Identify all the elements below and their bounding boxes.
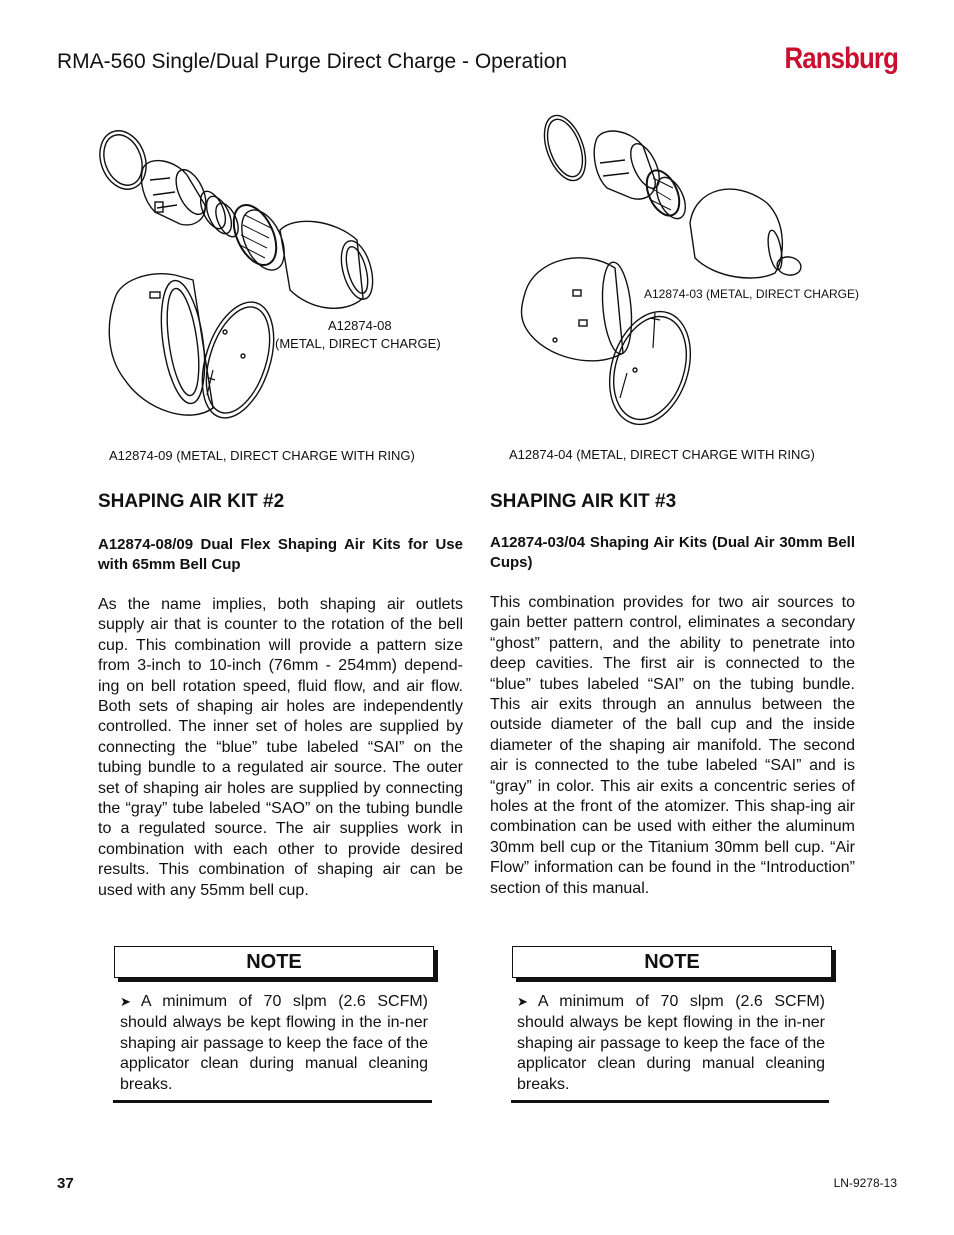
left-note-body: A minimum of 70 slpm (2.6 SCFM) should always be kept flowing in the in-ner shaping air passage to keep the face of the applicator clean during manual cleaning breaks. <box>120 993 428 1093</box>
left-note-text <box>120 992 428 1095</box>
right-note-title: NOTE <box>512 946 832 978</box>
left-body-text: As the name implies, both shaping air outlets supply air that is counter to the rotation of the bell cup. This combination will provide a pattern size from 3-inch to 10-inch (76mm - 254mm) depend-ing on bell rotation speed, fluid flow, and air flow. Both sets of shaping air holes are independently controlled. The inner set of holes are supplied by connecting the “blue” tube labeled “SAI” on the tubing bundle to a regulated air source. The outer set of shaping air holes are supplied by connecting the “gray” tube labeled “SAO” on the tubing bundle to a regulated source. The air supplies work in combination with each other to provide desired results. This combination of shaping air can be used with any 55mm bell cup. <box>98 596 463 899</box>
bullet-arrow-icon: ➤ <box>120 995 131 1010</box>
right-note-text <box>517 992 825 1095</box>
left-figure-caption-09: A12874-09 (METAL, DIRECT CHARGE WITH RING) <box>109 448 415 463</box>
left-figure-label-08-line2: (METAL, DIRECT CHARGE) <box>275 336 441 351</box>
left-note-title: NOTE <box>114 946 434 978</box>
left-subheading: A12874-08/09 Dual Flex Shaping Air Kits for Use with 65mm Bell Cup <box>98 536 463 573</box>
right-heading: SHAPING AIR KIT #3 <box>490 491 677 512</box>
right-body-text: This combination provides for two air sources to gain better pattern control, eliminates a secondary “ghost” pattern, and the ability to penetrate into deep cavities. The first air is connected to the “blue” tubes labeled “SAI” on the tubing bundle. This air exits through an annulus between the outside diameter of the ball cup and the inside diameter of the shaping air manifold. The second air is connected to the tube labeled “SAI” and is “gray” in color. This air exits a concentric series of holes at the front of the atomizer. This shap-ing air combination can be used with either the aluminum 30mm bell cup or the Titanium 30mm bell cup. “Air Flow” information can be found in the “Introduction” section of this manual. <box>490 594 855 897</box>
document-id: LN-9278-13 <box>833 1176 897 1190</box>
left-figure-label-08-line1: A12874-08 <box>328 318 392 333</box>
brand-logo: Ransburg <box>784 42 898 75</box>
right-figure-caption-04: A12874-04 (METAL, DIRECT CHARGE WITH RING) <box>509 447 815 462</box>
left-column <box>98 491 463 901</box>
bullet-arrow-icon: ➤ <box>517 995 528 1010</box>
right-note-divider <box>511 1100 829 1103</box>
page-title: RMA-560 Single/Dual Purge Direct Charge - Operation <box>57 50 568 73</box>
right-note-body: A minimum of 70 slpm (2.6 SCFM) should always be kept flowing in the in-ner shaping air passage to keep the face of the applicator clean during manual cleaning breaks. <box>517 993 825 1093</box>
left-note-divider <box>113 1100 432 1103</box>
right-figure-label-03: A12874-03 (METAL, DIRECT CHARGE) <box>644 287 859 301</box>
left-heading: SHAPING AIR KIT #2 <box>98 491 285 512</box>
right-exploded-drawing <box>505 108 865 428</box>
right-subheading: A12874-03/04 Shaping Air Kits (Dual Air 30mm Bell Cups) <box>490 534 855 571</box>
page-number: 37 <box>57 1175 74 1192</box>
right-column <box>490 491 855 899</box>
left-exploded-drawing <box>95 120 475 425</box>
